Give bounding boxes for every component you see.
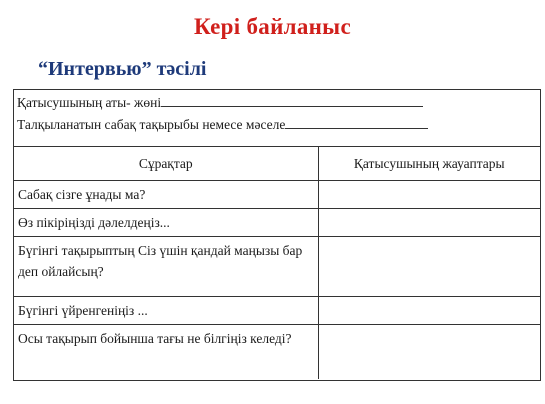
answer-cell[interactable] bbox=[318, 236, 540, 296]
participant-info bbox=[14, 90, 540, 147]
question-cell: Бүгінгі тақырыптың Сіз үшін қандай маңызы бар деп ойлайсың? bbox=[14, 236, 318, 296]
question-cell: Өз пікіріңізді дәлелдеңіз... bbox=[14, 208, 318, 236]
table-row bbox=[14, 296, 540, 324]
answer-cell[interactable] bbox=[318, 296, 540, 324]
question-cell: Осы тақырып бойынша тағы не білгіңіз келеді? bbox=[14, 324, 318, 379]
feedback-form bbox=[13, 89, 541, 381]
table-row bbox=[14, 324, 540, 379]
table-row bbox=[14, 180, 540, 208]
lesson-topic-field[interactable] bbox=[285, 114, 428, 129]
interview-table bbox=[14, 147, 540, 379]
method-subtitle: “Интервью” тәсілі bbox=[38, 58, 207, 80]
answer-cell[interactable] bbox=[318, 180, 540, 208]
table-row bbox=[14, 236, 540, 296]
table-row bbox=[14, 208, 540, 236]
questions-header: Сұрақтар bbox=[14, 147, 318, 180]
lesson-topic-label: Талқыланатын сабақ тақырыбы немесе мәселе bbox=[17, 117, 286, 132]
table-header-row bbox=[14, 147, 540, 180]
participant-name-label: Қатысушының аты- жөні bbox=[17, 95, 162, 110]
page-title: Кері байланыс bbox=[194, 14, 351, 39]
answers-header: Қатысушының жауаптары bbox=[318, 147, 540, 180]
answer-cell[interactable] bbox=[318, 324, 540, 379]
lesson-topic-row bbox=[17, 114, 540, 136]
answer-cell[interactable] bbox=[318, 208, 540, 236]
participant-name-field[interactable] bbox=[161, 92, 423, 107]
participant-name-row bbox=[17, 92, 540, 114]
question-cell: Бүгінгі үйренгеніңіз ... bbox=[14, 296, 318, 324]
question-cell: Сабақ сізге ұнады ма? bbox=[14, 180, 318, 208]
